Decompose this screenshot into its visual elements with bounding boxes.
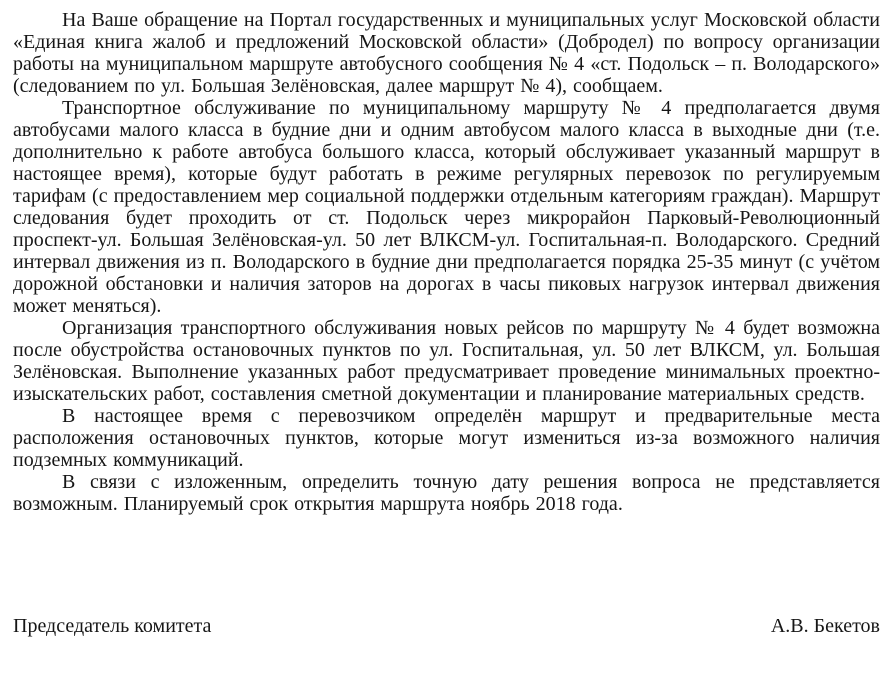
signature-position: Председатель комитета bbox=[13, 615, 212, 637]
paragraph-current-state: В настоящее время с перевозчиком определён маршрут и предварительные места расположения остановочных пунктов, которые могут измениться из-за возможного наличия подземных коммуникаций. bbox=[13, 405, 880, 471]
signature-name: А.В. Бекетов bbox=[770, 615, 880, 637]
paragraph-conclusion: В связи с изложенным, определить точную дату решения вопроса не представляется возможным. Планируемый срок открытия маршрута ноябрь 2018 года. bbox=[13, 471, 880, 515]
signature-row bbox=[13, 615, 880, 637]
paragraph-intro: На Ваше обращение на Портал государственных и муниципальных услуг Московской области «Единая книга жалоб и предложений Московской области» (Добродел) по вопросу организации работы на муниципальном маршруте автобусного сообщения № 4 «ст. Подольск – п. Володарского» (следованием по ул. Большая Зелёновская, далее маршрут № 4), сообщаем. bbox=[13, 9, 880, 97]
paragraph-transport-service: Транспортное обслуживание по муниципальному маршруту № 4 предполагается двумя автобусами малого класса в будние дни и одним автобусом малого класса в выходные дни (т.е. дополнительно к работе автобуса большого класса, который обслуживает указанный маршрут в настоящее время), которые будут работать в режиме регулярных перевозок по регулируемым тарифам (с предоставлением мер социальной поддержки отдельным категориям граждан). Маршрут следования будет проходить от ст. Подольск через микрорайон Парковый-Революционный проспект-ул. Большая Зелёновская-ул. 50 лет ВЛКСМ-ул. Госпитальная-п. Володарского. Средний интервал движения из п. Володарского в будние дни предполагается порядка 25-35 минут (с учётом дорожной обстановки и наличия заторов на дорогах в часы пиковых нагрузок интервал движения может меняться). bbox=[13, 97, 880, 317]
paragraph-organization: Организация транспортного обслуживания новых рейсов по маршруту № 4 будет возможна после обустройства остановочных пунктов по ул. Госпитальная, ул. 50 лет ВЛКСМ, ул. Большая Зелёновская. Выполнение указанных работ предусматривает проведение минимальных проектно-изыскательских работ, составления сметной документации и планирование материальных средств. bbox=[13, 317, 880, 405]
